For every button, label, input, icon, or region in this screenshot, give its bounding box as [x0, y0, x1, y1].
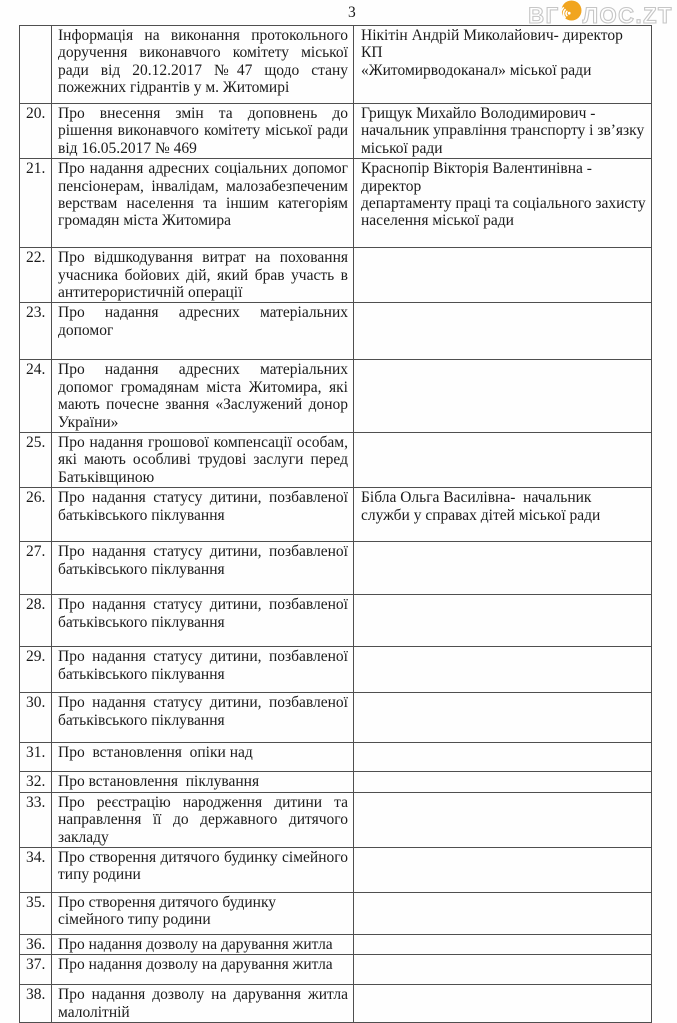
signal-icon — [561, 0, 582, 27]
person-cell — [354, 743, 652, 772]
row-number-cell: 35. — [20, 892, 52, 934]
person-cell: Грищук Михайло Володимирович - начальник управління транспорту і зв’язку міської ради — [354, 104, 652, 159]
table-body — [20, 26, 652, 1023]
person-cell — [354, 360, 652, 433]
person-cell — [354, 792, 652, 847]
topic-cell: Про створення дитячого будинку сімейного типу родини — [52, 847, 354, 892]
person-cell — [354, 647, 652, 693]
topic-cell: Про надання статусу дитини, позбавленої батьківського піклування — [52, 595, 354, 647]
person-cell: Нікітін Андрій Миколайович- директор КП «Житомирводоканал» міської ради — [354, 26, 652, 104]
topic-cell: Про реєстрацію народження дитини та направлення її до державного дитячого закладу — [52, 792, 354, 847]
row-number-cell: 27. — [20, 542, 52, 595]
person-cell — [354, 595, 652, 647]
row-number-cell: 29. — [20, 647, 52, 693]
row-number-cell: 21. — [20, 159, 52, 248]
person-cell: Бібла Ольга Василівна- начальник служби у справах дітей міської ради — [354, 488, 652, 542]
person-cell — [354, 892, 652, 934]
topic-cell: Про встановлення піклування — [52, 772, 354, 792]
topic-cell: Про надання адресних матеріальних допомог громадянам міста Житомира, які мають почесне звання «Заслужений донор України» — [52, 360, 354, 433]
row-number-cell: 25. — [20, 433, 52, 488]
watermark-text-prefix: ВГ — [528, 2, 560, 28]
table-row — [20, 985, 652, 1023]
topic-cell: Про внесення змін та доповнень до рішення виконавчого комітету міської ради від 16.05.2017 № 469 — [52, 104, 354, 159]
table-row — [20, 360, 652, 433]
row-number-cell: 23. — [20, 303, 52, 360]
row-number-cell: 34. — [20, 847, 52, 892]
topic-cell: Про створення дитячого будинку сімейного типу родини — [52, 892, 354, 934]
person-cell — [354, 248, 652, 303]
topic-cell: Про надання адресних соціальних допомог пенсіонерам, інвалідам, малозабезпеченим верствам населення та іншим категоріям громадян міста Житомира — [52, 159, 354, 248]
table-row — [20, 248, 652, 303]
table-row — [20, 488, 652, 542]
table-row — [20, 303, 652, 360]
table-row — [20, 743, 652, 772]
person-cell — [354, 303, 652, 360]
table-row — [20, 934, 652, 954]
person-cell — [354, 693, 652, 743]
table-row — [20, 847, 652, 892]
table-row — [20, 433, 652, 488]
topic-cell: Про надання статусу дитини, позбавленої батьківського піклування — [52, 693, 354, 743]
row-number-cell: 36. — [20, 934, 52, 954]
table-row — [20, 542, 652, 595]
person-cell — [354, 985, 652, 1023]
row-number-cell: 28. — [20, 595, 52, 647]
table-row — [20, 772, 652, 792]
topic-cell: Про надання дозволу на дарування житла — [52, 955, 354, 985]
topic-cell: Про надання адресних матеріальних допомог — [52, 303, 354, 360]
row-number-cell: 33. — [20, 792, 52, 847]
person-cell — [354, 847, 652, 892]
table-row — [20, 647, 652, 693]
row-number-cell: 32. — [20, 772, 52, 792]
person-cell — [354, 955, 652, 985]
row-number-cell: 31. — [20, 743, 52, 772]
person-cell — [354, 433, 652, 488]
topic-cell: Інформація на виконання протокольного доручення виконавчого комітету міської ради від 20.12.2017 №47 щодо стану пожежних гідрантів у м. Житомирі — [52, 26, 354, 104]
topic-cell: Про встановлення опіки над — [52, 743, 354, 772]
row-number-cell: 22. — [20, 248, 52, 303]
topic-cell: Про відшкодування витрат на поховання учасника бойових дій, який брав участь в антитерористичній операції — [52, 248, 354, 303]
row-number-cell: 26. — [20, 488, 52, 542]
table-row — [20, 26, 652, 104]
schedule-table — [19, 25, 652, 1023]
person-cell — [354, 542, 652, 595]
row-number-cell: 20. — [20, 104, 52, 159]
topic-cell: Про надання дозволу на дарування житла малолітній — [52, 985, 354, 1023]
topic-cell: Про надання статусу дитини, позбавленої батьківського піклування — [52, 488, 354, 542]
topic-cell: Про надання грошової компенсації особам, які мають особливі трудові заслуги перед Батьківщиною — [52, 433, 354, 488]
page-number: 3 — [348, 4, 356, 21]
table-row — [20, 693, 652, 743]
table-row — [20, 892, 652, 934]
row-number-cell: 37. — [20, 955, 52, 985]
watermark-text-suffix: ЛОС.ZT — [582, 2, 673, 28]
table-row — [20, 159, 652, 248]
person-cell — [354, 772, 652, 792]
table-row — [20, 955, 652, 985]
person-cell — [354, 934, 652, 954]
topic-cell: Про надання статусу дитини, позбавленої батьківського піклування — [52, 647, 354, 693]
table-row — [20, 792, 652, 847]
person-cell: Краснопір Вікторія Валентинівна - директор департаменту праці та соціального захисту населення міської ради — [354, 159, 652, 248]
topic-cell: Про надання дозволу на дарування житла — [52, 934, 354, 954]
table-row — [20, 104, 652, 159]
table-row — [20, 595, 652, 647]
row-number-cell: 24. — [20, 360, 52, 433]
row-number-cell: 38. — [20, 985, 52, 1023]
row-number-cell: 30. — [20, 693, 52, 743]
topic-cell: Про надання статусу дитини, позбавленої батьківського піклування — [52, 542, 354, 595]
row-number-cell — [20, 26, 52, 104]
